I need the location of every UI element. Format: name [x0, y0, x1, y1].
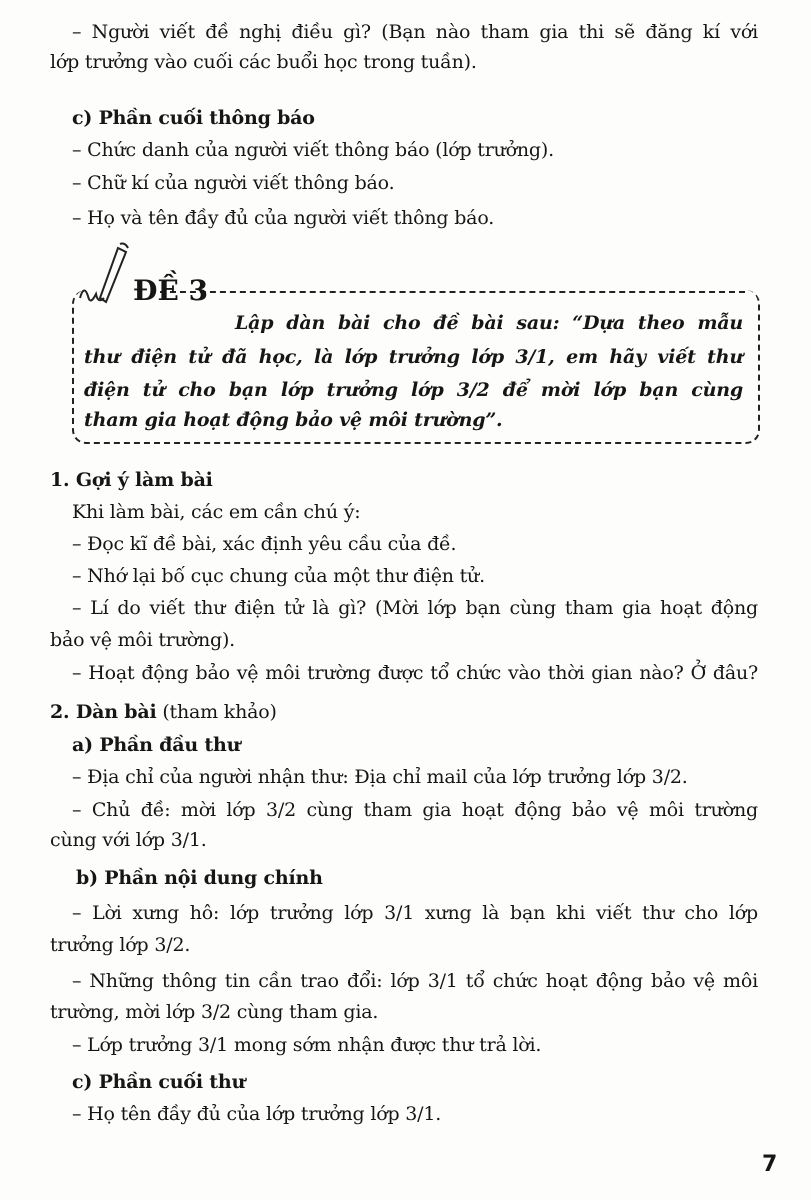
list-item: – Hoạt động bảo vệ môi trường được tổ chức vào thời gian nào? Ở đâu?	[72, 662, 758, 684]
text-line: lớp trưởng vào cuối các buổi học trong tuần).	[50, 51, 477, 73]
list-item: – Những thông tin cần trao đổi: lớp 3/1 tổ chức hoạt động bảo vệ môi	[72, 970, 758, 992]
list-item: – Lí do viết thư điện tử là gì? (Mời lớp bạn cùng tham gia hoạt động	[72, 597, 758, 619]
exercise-title: ĐỀ 3	[133, 274, 209, 307]
list-item: – Đọc kĩ đề bài, xác định yêu cầu của đề.	[72, 533, 457, 555]
heading-note: (tham khảo)	[156, 701, 277, 723]
prompt-line: tham gia hoạt động bảo vệ môi trường”.	[84, 409, 503, 431]
subsection-heading: a) Phần đầu thư	[72, 734, 241, 756]
section-heading: 1. Gợi ý làm bài	[50, 469, 213, 491]
subsection-heading: c) Phần cuối thư	[72, 1071, 246, 1093]
section-heading: c) Phần cuối thông báo	[72, 107, 315, 129]
list-item: – Họ tên đầy đủ của lớp trưởng lớp 3/1.	[72, 1103, 442, 1125]
prompt-line: Lập dàn bài cho đề bài sau: “Dựa theo mẫu	[235, 312, 743, 334]
text-line: Khi làm bài, các em cần chú ý:	[72, 501, 361, 523]
list-item: – Họ và tên đầy đủ của người viết thông báo.	[72, 207, 495, 229]
section-heading	[50, 700, 277, 724]
list-item: – Lớp trưởng 3/1 mong sớm nhận được thư trả lời.	[72, 1034, 542, 1056]
prompt-line: thư điện tử đã học, là lớp trưởng lớp 3/1, em hãy viết thư	[84, 346, 743, 368]
page-number: 7	[762, 1152, 778, 1177]
list-item: – Chữ kí của người viết thông báo.	[72, 172, 395, 194]
list-item: – Chủ đề: mời lớp 3/2 cùng tham gia hoạt động bảo vệ môi trường	[72, 799, 758, 821]
text-line: – Người viết đề nghị điều gì? (Bạn nào tham gia thi sẽ đăng kí với	[72, 21, 758, 43]
list-item: – Địa chỉ của người nhận thư: Địa chỉ mail của lớp trưởng lớp 3/2.	[72, 766, 688, 788]
list-item: trưởng lớp 3/2.	[50, 934, 191, 956]
list-item: – Lời xưng hô: lớp trưởng lớp 3/1 xưng là bạn khi viết thư cho lớp	[72, 902, 758, 924]
heading-bold: 2. Dàn bài	[50, 701, 157, 723]
list-item: bảo vệ môi trường).	[50, 629, 236, 651]
list-item: – Nhớ lại bố cục chung của một thư điện tử.	[72, 565, 485, 587]
list-item: cùng với lớp 3/1.	[50, 829, 207, 851]
list-item: – Chức danh của người viết thông báo (lớp trưởng).	[72, 139, 554, 161]
subsection-heading: b) Phần nội dung chính	[76, 867, 323, 889]
list-item: trường, mời lớp 3/2 cùng tham gia.	[50, 1001, 379, 1023]
prompt-line: điện tử cho bạn lớp trưởng lớp 3/2 để mời lớp bạn cùng	[84, 379, 743, 401]
